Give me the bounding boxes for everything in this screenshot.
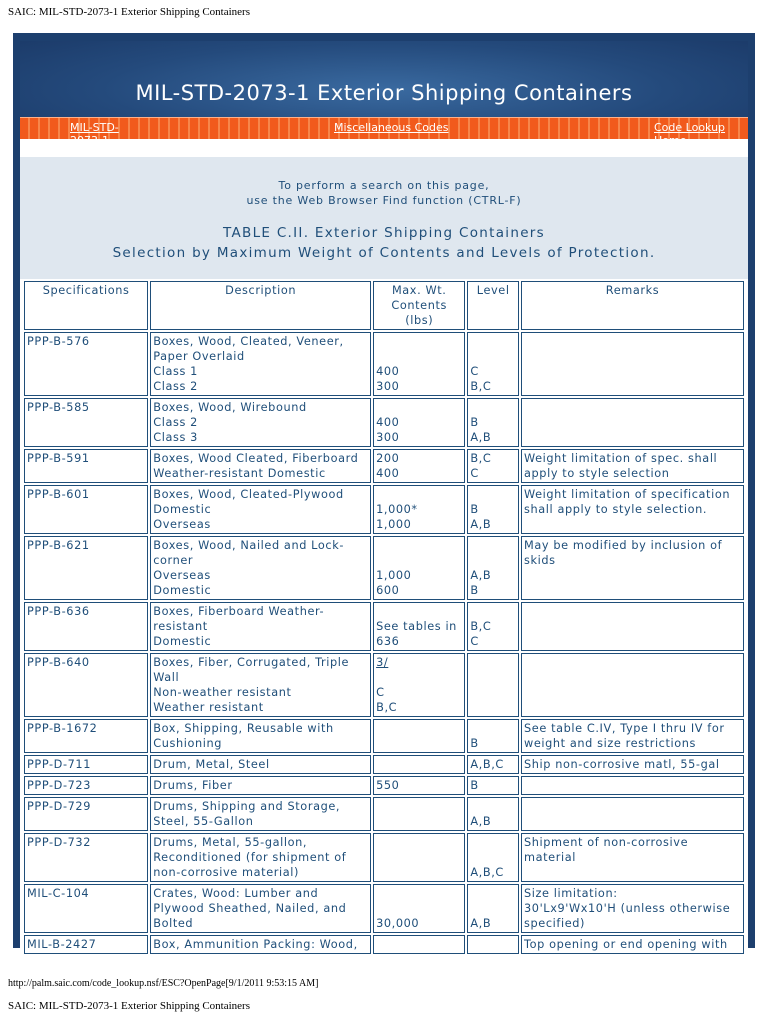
cell-max-weight-line: See tables in (376, 620, 457, 633)
cell-description (150, 776, 371, 795)
cell-max-weight (373, 653, 465, 717)
cell-remarks (521, 755, 744, 774)
nav-link-mil-std[interactable] (70, 121, 140, 138)
cell-max-weight (373, 719, 465, 753)
page-frame (13, 33, 755, 951)
table-row (24, 833, 744, 882)
cell-description-line: Box, Ammunition Packing: Wood, (153, 938, 358, 951)
cell-description (150, 602, 371, 651)
cell-description-line: Paper Overlaid (153, 350, 245, 363)
cell-remarks (521, 833, 744, 882)
cell-max-weight (373, 755, 465, 774)
cell-remarks-line: Weight limitation of specification (524, 488, 731, 501)
table-subtitle: Selection by Maximum Weight of Contents and Levels of Protection. (112, 245, 656, 261)
cell-max-weight-line: 1,000 (376, 518, 412, 531)
cell-remarks-line: specified) (524, 917, 586, 930)
cell-max-weight-line: 400 (376, 416, 400, 429)
cell-max-weight-line (376, 487, 462, 502)
cell-level-line: A,B (470, 431, 492, 444)
cell-description-line: corner (153, 554, 194, 567)
cell-spec: PPP-D-723 (24, 776, 148, 795)
cell-level (467, 833, 519, 882)
cell-description-line: Boxes, Fiber, Corrugated, Triple (153, 656, 350, 669)
cell-description-line: resistant (153, 620, 208, 633)
header-level: Level (467, 281, 519, 330)
cell-spec: PPP-B-640 (24, 653, 148, 717)
table-row (24, 755, 744, 774)
cell-max-weight-line: 400 (376, 365, 400, 378)
cell-description-line: Wall (153, 671, 180, 684)
cell-description-line: Crates, Wood: Lumber and (153, 887, 319, 900)
table-row (24, 602, 744, 651)
cell-level-line: B,C (470, 620, 492, 633)
cell-max-weight (373, 485, 465, 534)
cell-level-line (470, 799, 516, 814)
cell-remarks (521, 485, 744, 534)
cell-max-weight-line: C (376, 686, 385, 699)
cell-description-line: non-corrosive material) (153, 866, 300, 879)
cell-max-weight-line (376, 553, 462, 568)
cell-spec: PPP-B-621 (24, 536, 148, 600)
cell-spec: MIL-B-2427 (24, 935, 148, 954)
table-body (24, 332, 744, 954)
cell-remarks (521, 653, 744, 717)
cell-max-weight (373, 332, 465, 396)
table-row (24, 449, 744, 483)
cell-description-line: Class 1 (153, 365, 198, 378)
table-row (24, 719, 744, 753)
intro-line-1: To perform a search on this page, (278, 179, 490, 192)
cell-level (467, 485, 519, 534)
containers-table (22, 279, 746, 956)
cell-spec: PPP-B-591 (24, 449, 148, 483)
cell-spec: PPP-D-732 (24, 833, 148, 882)
cell-level (467, 653, 519, 717)
table-title: TABLE C.II. Exterior Shipping Containers (222, 225, 545, 241)
cell-max-weight-line (376, 886, 462, 901)
cell-max-weight-line (376, 400, 462, 415)
cell-level-line: C (470, 365, 479, 378)
cell-level-line: A,B,C (470, 758, 504, 771)
cell-level (467, 719, 519, 753)
cell-level-line: A,B (470, 917, 492, 930)
cell-description-line: Plywood Sheathed, Nailed, and (153, 902, 347, 915)
cell-level-line (470, 334, 516, 349)
cell-description (150, 719, 371, 753)
cell-description (150, 884, 371, 933)
cell-max-weight-line (376, 538, 462, 553)
cell-level-line (470, 553, 516, 568)
cell-level-line: B (470, 737, 479, 750)
cell-description-line: Class 2 (153, 416, 198, 429)
cell-spec: MIL-C-104 (24, 884, 148, 933)
cell-description-line: Boxes, Wood, Wirebound (153, 401, 307, 414)
cell-spec: PPP-B-636 (24, 602, 148, 651)
cell-max-weight-line: 1,000* (376, 503, 418, 516)
nav-link-code-lookup-line1: Code Lookup (654, 121, 726, 134)
header-description: Description (150, 281, 371, 330)
cell-level-line: B (470, 503, 479, 516)
cell-remarks-line: apply to style selection (524, 467, 670, 480)
cell-remarks (521, 719, 744, 753)
table-row (24, 332, 744, 396)
cell-description-line: Box, Shipping, Reusable with (153, 722, 334, 735)
cell-max-weight-line: B,C (376, 701, 398, 714)
cell-max-weight-line (376, 334, 462, 349)
cell-description-line: Domestic (153, 635, 212, 648)
table-row (24, 485, 744, 534)
cell-description (150, 536, 371, 600)
cell-remarks-line: 30'Lx9'Wx10'H (unless otherwise (524, 902, 731, 915)
cell-spec: PPP-D-711 (24, 755, 148, 774)
cell-level-line: B (470, 584, 479, 597)
cell-max-weight-line: 200 (376, 452, 400, 465)
cell-max-weight-line (376, 670, 462, 685)
cell-max-weight (373, 797, 465, 831)
table-header-row (24, 281, 744, 330)
table-row (24, 935, 744, 954)
cell-level-line (470, 835, 516, 850)
navbar (20, 117, 748, 140)
table-row (24, 884, 744, 933)
cell-description-line: Boxes, Wood, Cleated-Plywood (153, 488, 344, 501)
cell-level-line (470, 901, 516, 916)
cell-description-line: Bolted (153, 917, 194, 930)
header-max-weight-line: Contents (391, 299, 448, 312)
cell-level (467, 755, 519, 774)
cell-description-line: Drum, Metal, Steel (153, 758, 270, 771)
cell-max-weight (373, 935, 465, 954)
footnote-link[interactable]: 3/ (376, 656, 389, 669)
header-max-weight-line: Max. Wt. (391, 284, 447, 297)
cell-remarks (521, 884, 744, 933)
cell-level-line (470, 886, 516, 901)
header-remarks: Remarks (521, 281, 744, 330)
cell-max-weight-line (376, 901, 462, 916)
cell-remarks-line: shall apply to style selection. (524, 503, 708, 516)
cell-max-weight (373, 536, 465, 600)
cell-max-weight-line (376, 604, 462, 619)
cell-max-weight-line: 30,000 (376, 917, 420, 930)
cell-spec: PPP-B-601 (24, 485, 148, 534)
cell-description (150, 797, 371, 831)
cell-description-line: Domestic (153, 503, 212, 516)
cell-remarks (521, 935, 744, 954)
cell-spec: PPP-B-585 (24, 398, 148, 447)
cell-remarks-line: Shipment of non-corrosive material (524, 836, 689, 864)
nav-link-miscellaneous-codes[interactable]: Miscellaneous Codes (334, 121, 449, 134)
cell-level (467, 935, 519, 954)
cell-description-line: Drums, Shipping and Storage, (153, 800, 341, 813)
cell-max-weight (373, 602, 465, 651)
cell-spec: PPP-B-576 (24, 332, 148, 396)
cell-level-line: A,B (470, 815, 492, 828)
cell-level (467, 797, 519, 831)
cell-description-line: Steel, 55-Gallon (153, 815, 254, 828)
print-footer-title: SAIC: MIL-STD-2073-1 Exterior Shipping Containers (8, 1000, 250, 1012)
intro-panel (20, 157, 748, 279)
cell-description (150, 653, 371, 717)
cell-level-line: B (470, 779, 479, 792)
cell-remarks (521, 398, 744, 447)
cell-description-line: Class 3 (153, 431, 198, 444)
print-header: SAIC: MIL-STD-2073-1 Exterior Shipping Containers (8, 6, 250, 18)
cell-description-line: Weather-resistant Domestic (153, 467, 326, 480)
cell-description-line: Boxes, Wood, Nailed and Lock- (153, 539, 345, 552)
header-max-weight-line: (lbs) (405, 314, 434, 327)
cell-max-weight-line: 1,000 (376, 569, 412, 582)
table-row (24, 398, 744, 447)
cell-level-line: C (470, 467, 479, 480)
content-area (20, 139, 748, 951)
cell-level-line: C (470, 635, 479, 648)
cell-level-line (470, 400, 516, 415)
cell-description-line: Cushioning (153, 737, 222, 750)
cell-level-line (470, 721, 516, 736)
cell-level (467, 398, 519, 447)
cell-description (150, 398, 371, 447)
cell-level-line: A,B,C (470, 866, 504, 879)
cell-max-weight (373, 776, 465, 795)
cell-description-line: Reconditioned (for shipment of (153, 851, 347, 864)
cell-level-line (470, 604, 516, 619)
cell-level (467, 332, 519, 396)
cell-description-line: Overseas (153, 518, 211, 531)
cell-description (150, 833, 371, 882)
cell-remarks-line: Ship non-corrosive matl, 55-gal (524, 758, 720, 771)
cell-spec: PPP-B-1672 (24, 719, 148, 753)
nav-link-mil-std-line1: MIL-STD- (70, 121, 119, 134)
cell-max-weight-line: 400 (376, 467, 400, 480)
cell-level-line: B,C (470, 380, 492, 393)
cell-remarks-line: See table C.IV, Type I thru IV for (524, 722, 725, 735)
cell-level-line: B,C (470, 452, 492, 465)
cell-remarks (521, 797, 744, 831)
table-row (24, 536, 744, 600)
cell-max-weight-line: 636 (376, 635, 400, 648)
cell-level-line (470, 487, 516, 502)
cell-level (467, 776, 519, 795)
cell-description-line: Class 2 (153, 380, 198, 393)
cell-level-line: A,B (470, 518, 492, 531)
header-specifications: Specifications (24, 281, 148, 330)
cell-remarks-line: weight and size restrictions (524, 737, 697, 750)
cell-description-line: Non-weather resistant (153, 686, 292, 699)
cell-level-line (470, 538, 516, 553)
cell-level (467, 449, 519, 483)
cell-spec: PPP-D-729 (24, 797, 148, 831)
cell-remarks (521, 602, 744, 651)
cell-level-line: B (470, 416, 479, 429)
cell-max-weight-line: 550 (376, 779, 400, 792)
header-max-weight (373, 281, 465, 330)
cell-description (150, 935, 371, 954)
nav-link-code-lookup-home[interactable] (654, 121, 744, 138)
cell-level-line (470, 850, 516, 865)
print-footer-url: http://palm.saic.com/code_lookup.nsf/ESC?OpenPage[9/1/2011 9:53:15 AM] (8, 978, 319, 989)
content-top-strip (20, 139, 748, 157)
cell-remarks (521, 332, 744, 396)
cell-remarks (521, 536, 744, 600)
cell-description-line: Drums, Fiber (153, 779, 233, 792)
cell-level-line (470, 349, 516, 364)
cell-remarks (521, 776, 744, 795)
cell-remarks (521, 449, 744, 483)
intro-line-2: use the Web Browser Find function (CTRL-F) (246, 194, 522, 207)
cell-description-line: Drums, Metal, 55-gallon, (153, 836, 308, 849)
cell-description-line: Overseas (153, 569, 211, 582)
table-row (24, 776, 744, 795)
cell-description (150, 485, 371, 534)
cell-max-weight (373, 833, 465, 882)
table-row (24, 653, 744, 717)
cell-description (150, 332, 371, 396)
cell-remarks-line: Size limitation: (524, 887, 618, 900)
cell-remarks-line: Top opening or end opening with (524, 938, 728, 951)
cell-level (467, 536, 519, 600)
cell-description-line: Boxes, Wood Cleated, Fiberboard (153, 452, 359, 465)
cell-max-weight-line: 600 (376, 584, 400, 597)
cell-max-weight-line: 300 (376, 431, 400, 444)
cell-max-weight (373, 884, 465, 933)
cell-description (150, 755, 371, 774)
cell-max-weight (373, 449, 465, 483)
banner-title: MIL-STD-2073-1 Exterior Shipping Containers (135, 81, 633, 105)
cell-description-line: Boxes, Wood, Cleated, Veneer, (153, 335, 344, 348)
cell-max-weight (373, 398, 465, 447)
cell-level (467, 602, 519, 651)
cell-description-line: Weather resistant (153, 701, 264, 714)
cell-remarks-line: May be modified by inclusion of (524, 539, 723, 552)
cell-remarks-line: skids (524, 554, 556, 567)
cell-max-weight-line: 300 (376, 380, 400, 393)
cell-description (150, 449, 371, 483)
cell-remarks-line: Weight limitation of spec. shall (524, 452, 718, 465)
cell-level-line: A,B (470, 569, 492, 582)
table-row (24, 797, 744, 831)
cell-description-line: Domestic (153, 584, 212, 597)
cell-max-weight-line (376, 349, 462, 364)
cell-description-line: Boxes, Fiberboard Weather- (153, 605, 325, 618)
cell-level (467, 884, 519, 933)
